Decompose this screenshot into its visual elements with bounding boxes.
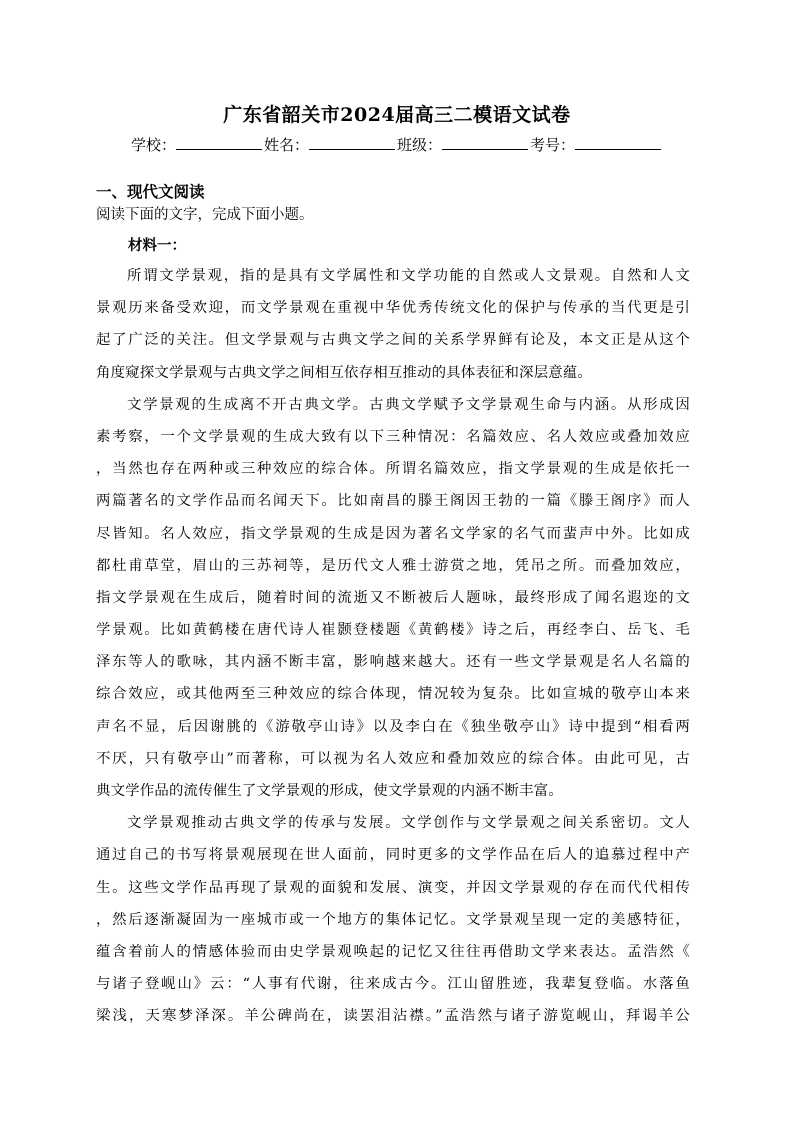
- class-field: [397, 134, 530, 156]
- article-line: 素考察，一个文学景观的生成大致有以下三种情况：名篇效应、名人效应或叠加效应: [96, 428, 690, 445]
- exam-title: 广东省韶关市2024届高三二模语文试卷: [223, 104, 571, 126]
- section-heading: 一、现代文阅读: [96, 183, 205, 201]
- article-line: 蕴含着前人的情感体验而由史学景观唤起的记忆又往往再借助文学来表达。孟浩然《: [96, 943, 690, 960]
- article-body: [96, 260, 690, 1033]
- class-blank[interactable]: [442, 135, 528, 150]
- exam-number-field: [530, 134, 663, 156]
- article-line: 都杜甫草堂，眉山的三苏祠等，是历代文人雅士游赏之地，凭吊之所。而叠加效应，: [96, 557, 690, 574]
- article-line: 通过自己的书写将景观展现在世人面前，同时更多的文学作品在后人的追慕过程中产: [96, 847, 690, 864]
- article-line: 指文学景观在生成后，随着时间的流逝又不断被后人题咏，最终形成了闻名遐迩的文: [96, 589, 690, 606]
- article-line: ，当然也存在两种或三种效应的综合体。所谓名篇效应，指文学景观的生成是依托一: [96, 461, 690, 478]
- article-line: 两篇著名的文学作品而名闻天下。比如南昌的滕王阁因王勃的一篇《滕王阁序》而人: [96, 493, 690, 510]
- article-line: 泽东等人的歌咏，其内涵不断丰富，影响越来越大。还有一些文学景观是名人名篇的: [96, 654, 690, 671]
- name-field: [264, 134, 397, 156]
- class-label: 班级：: [397, 136, 443, 154]
- article-line: 学景观。比如黄鹤楼在唐代诗人崔颢登楼题《黄鹤楼》诗之后，再经李白、岳飞、毛: [96, 622, 690, 639]
- article-line: 景观历来备受欢迎，而文学景观在重视中华优秀传统文化的保护与传承的当代更是引: [96, 300, 690, 317]
- student-info-line: [0, 134, 794, 156]
- school-field: [131, 134, 264, 156]
- article-line: 尽皆知。名人效应，指文学景观的生成是因为著名文学家的名气而蜚声中外。比如成: [96, 525, 690, 542]
- name-blank[interactable]: [309, 135, 395, 150]
- article-line: 文学景观推动古典文学的传承与发展。文学创作与文学景观之间关系密切。文人: [127, 815, 690, 832]
- article-line: 文学景观的生成离不开古典文学。古典文学赋予文学景观生命与内涵。从形成因: [127, 396, 690, 413]
- article-line: 不厌，只有敬亭山”而著称，可以视为名人效应和叠加效应的综合体。由此可见，古: [96, 750, 690, 767]
- article-line: 梁浅，天寒梦泽深。羊公碑尚在，读罢泪沾襟。”孟浩然与诸子游览岘山，拜谒羊公: [96, 1008, 690, 1025]
- article-line: 综合效应，或其他两至三种效应的综合体现，情况较为复杂。比如宣城的敬亭山本来: [96, 686, 690, 703]
- school-label: 学校：: [130, 136, 176, 154]
- school-blank[interactable]: [176, 135, 262, 150]
- exam-number-label: 考号：: [530, 136, 576, 154]
- article-line: 起了广泛的关注。但文学景观与古典文学之间的关系学界鲜有论及，本文正是从这个: [96, 332, 690, 349]
- article-line: 角度窥探文学景观与古典文学之间相互依存相互推动的具体表征和深层意蕴。: [96, 364, 593, 381]
- article-line: 典文学作品的流传催生了文学景观的形成，使文学景观的内涵不断丰富。: [96, 783, 563, 799]
- article-line: 生。这些文学作品再现了景观的面貌和发展、演变，并因文学景观的存在而代代相传: [96, 879, 690, 896]
- article-line: ，然后逐渐凝固为一座城市或一个地方的集体记忆。文学景观呈现一定的美感特征，: [96, 911, 690, 928]
- article-line: 与诸子登岘山》云：“人事有代谢，往来成古今。江山留胜迹，我辈复登临。水落鱼: [96, 976, 690, 993]
- name-label: 姓名：: [263, 136, 309, 154]
- material-label: 材料一：: [128, 237, 186, 254]
- exam-number-blank[interactable]: [575, 135, 661, 150]
- section-instruction: 阅读下面的文字，完成下面小题。: [96, 207, 314, 223]
- article-line: 所谓文学景观，指的是具有文学属性和文学功能的自然或人文景观。自然和人文: [127, 268, 690, 284]
- article-line: 声名不显，后因谢朓的《游敬亭山诗》以及李白在《独坐敬亭山》诗中提到“相看两: [96, 718, 690, 735]
